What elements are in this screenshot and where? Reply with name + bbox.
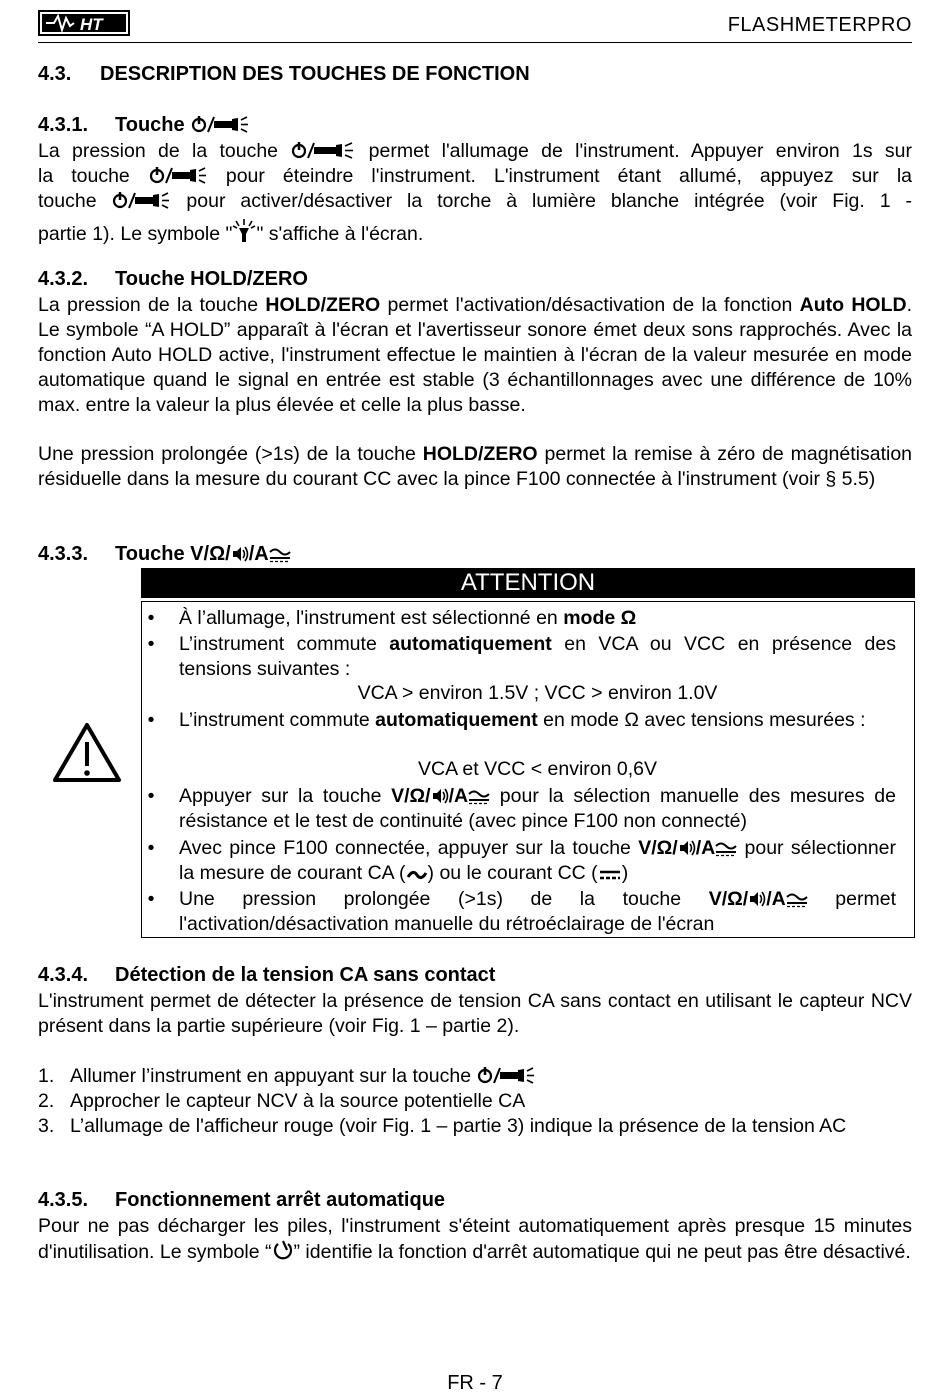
text-run: en VCA ou VCC en présence des tensions suivantes : xyxy=(179,633,896,681)
subsection-heading-433 xyxy=(38,543,291,566)
text-run: permet l'allumage de l'instrument. Appuyer environ 1s sur xyxy=(368,140,913,162)
ht-logo xyxy=(38,10,130,36)
text-run: permet la remise à zéro de magnétisation résiduelle dans la mesure du courant CC avec la pince F100 connectée à l'instrument (voir § 5.5) xyxy=(38,443,913,490)
text-run-bold: /A xyxy=(448,785,469,807)
subsection-title: Détection de la tension CA sans contact xyxy=(115,964,496,986)
paragraph-432b xyxy=(38,442,912,492)
dc-symbol-icon xyxy=(598,868,622,882)
attention-item-4 xyxy=(179,784,896,834)
list-number: 2. xyxy=(38,1090,55,1112)
text-run: Une pression prolongée (>1s) de la touche xyxy=(179,888,682,910)
subsection-heading-434 xyxy=(38,964,495,987)
subsection-heading-435 xyxy=(38,1189,445,1212)
text-run-bold: automatiquement xyxy=(389,633,552,655)
text-run-bold: Auto HOLD xyxy=(799,294,907,316)
power-torch-icon xyxy=(148,165,208,185)
paragraph-435 xyxy=(38,1214,912,1265)
text-run-bold: V/Ω/ xyxy=(391,785,431,807)
warning-icon xyxy=(52,722,122,784)
text-run: À l’allumage, l'instrument est sélectionné en xyxy=(179,607,558,629)
page-header xyxy=(38,6,912,43)
text-run-bold: automatiquement xyxy=(375,709,538,731)
text-run: Pour ne pas décharger les piles, l'instrument s'éteint automatiquement après presque 15 minutes d'inutilisation. Le symbole “ xyxy=(38,1215,912,1263)
subsection-title: Touche HOLD/ZERO xyxy=(115,268,308,290)
voltage-threshold-line: VCA > environ 1.5V ; VCC > environ 1.0V xyxy=(357,682,718,704)
power-torch-icon xyxy=(190,114,250,134)
subsection-title: Fonctionnement arrêt automatique xyxy=(115,1189,446,1211)
text-run: pour activer/désactiver la torche à lumière blanche intégrée (voir Fig. 1 - xyxy=(186,189,912,212)
subsection-number: 4.3.2. xyxy=(38,268,89,290)
attention-item-2 xyxy=(179,632,896,682)
buzzer-icon xyxy=(231,545,249,563)
text-run: touche xyxy=(38,189,97,212)
subsection-title: Touche V/Ω/ xyxy=(115,543,231,565)
list-item: Approcher le capteur NCV à la source potentielle CA xyxy=(70,1090,526,1112)
paragraph-434: L'instrument permet de détecter la présence de tension CA sans contact en utilisant le capteur NCV présent dans la partie supérieure (voir Fig. 1 – partie 2). xyxy=(38,990,912,1037)
text-run: La pression de la touche xyxy=(38,294,259,316)
text-run: pour sélectionner la mesure de courant CA ( xyxy=(179,837,896,885)
ac-dc-icon xyxy=(269,547,291,563)
power-torch-icon xyxy=(290,140,356,160)
ac-dc-icon xyxy=(715,841,737,857)
text-run: L’instrument commute xyxy=(179,633,377,655)
text-run: pour la sélection manuelle des mesures de résistance et le test de continuité (avec pince F100 non connecté) xyxy=(179,785,896,833)
bullet: • xyxy=(147,837,155,859)
text-run: La pression de la touche xyxy=(38,140,279,162)
text-run: . Le symbole “A HOLD” apparaît à l'écran et l'avertisseur sonore émet deux sons rapprochés. Avec la fonction Auto HOLD active, l'instrument effectue le maintien à l'écran de la valeur mesurée en mode automatique quand le signal en entrée est stable (3 échantillonnages avec une différence de 10% max. entre la valeur la plus élevée et celle la plus basse. xyxy=(38,294,913,416)
text-run: permet l'activation/désactivation de la fonction xyxy=(387,294,793,316)
attention-item-1 xyxy=(179,606,896,631)
text-run: " s'affiche à l'écran. xyxy=(256,222,424,245)
subsection-number: 4.3.5. xyxy=(38,1189,89,1211)
text-run: Une pression prolongée (>1s) de la touche xyxy=(38,443,416,465)
attention-banner: ATTENTION xyxy=(141,568,915,598)
ac-wave-icon xyxy=(406,868,428,882)
subsection-heading-432 xyxy=(38,268,308,291)
power-torch-icon xyxy=(111,190,171,210)
page-number: FR - 7 xyxy=(447,1372,503,1394)
buzzer-icon xyxy=(678,839,696,857)
document-title: FLASHMETERPRO xyxy=(727,14,912,36)
bullet: • xyxy=(147,607,155,629)
subsection-title: Touche xyxy=(115,114,185,136)
auto-power-off-icon xyxy=(272,1239,294,1261)
text-run-bold: mode Ω xyxy=(563,607,637,629)
text-run: ) xyxy=(621,862,629,885)
text-run: partie 1). Le symbole " xyxy=(38,222,233,245)
attention-item-3 xyxy=(179,708,896,733)
subsection-number: 4.3.3. xyxy=(38,543,89,565)
text-run-bold: /A xyxy=(766,888,786,910)
attention-item-6 xyxy=(179,887,896,937)
logo-text: HT xyxy=(80,15,103,34)
list-number: 3. xyxy=(38,1115,55,1137)
power-torch-icon xyxy=(476,1065,536,1085)
text-run: Appuyer sur la touche xyxy=(179,785,382,807)
list-number: 1. xyxy=(38,1065,55,1087)
bullet: • xyxy=(147,709,155,731)
voltage-threshold-line: VCA et VCC < environ 0,6V xyxy=(418,758,657,780)
section-title: DESCRIPTION DES TOUCHES DE FONCTION xyxy=(100,63,530,85)
buzzer-icon xyxy=(748,890,766,908)
text-run: L’instrument commute xyxy=(179,709,370,731)
buzzer-icon xyxy=(431,787,449,805)
subsection-number: 4.3.4. xyxy=(38,964,89,986)
bullet: • xyxy=(147,785,155,807)
text-run: pour éteindre l'instrument. L'instrument étant allumé, appuyez sur la xyxy=(225,164,912,187)
text-run: ) ou le courant CC ( xyxy=(427,862,598,885)
bullet: • xyxy=(147,633,155,655)
text-run: Avec pince F100 connectée, appuyer sur la touche xyxy=(179,837,631,859)
ac-dc-icon xyxy=(468,789,490,805)
section-heading xyxy=(38,63,530,86)
list-item: L’allumage de l'afficheur rouge (voir Fig. 1 – partie 3) indique la présence de la tension AC xyxy=(70,1115,847,1137)
text-run: la touche xyxy=(38,164,130,187)
text-run-bold: /A xyxy=(695,837,716,859)
bullet: • xyxy=(147,888,155,910)
text-run: Allumer l’instrument en appuyant sur la touche xyxy=(70,1065,472,1087)
torch-symbol-icon xyxy=(232,218,256,244)
subsection-number: 4.3.1. xyxy=(38,114,89,136)
text-run: en mode Ω avec tensions mesurées : xyxy=(543,709,866,731)
subsection-title-end: /A xyxy=(248,543,269,565)
paragraph-431 xyxy=(38,139,912,247)
list-item xyxy=(70,1064,912,1089)
section-number: 4.3. xyxy=(38,63,72,85)
text-run-bold: HOLD/ZERO xyxy=(265,294,381,316)
text-run-bold: HOLD/ZERO xyxy=(422,443,538,465)
attention-item-5 xyxy=(179,836,896,886)
text-run-bold: V/Ω/ xyxy=(638,837,678,859)
paragraph-432a xyxy=(38,293,912,418)
subsection-heading-431 xyxy=(38,114,250,137)
text-run-bold: V/Ω/ xyxy=(708,888,749,910)
text-run: permet l'activation/désactivation manuelle du rétroéclairage de l'écran xyxy=(179,888,896,936)
ac-dc-icon xyxy=(786,892,808,908)
text-run: ” identifie la fonction d'arrêt automatique qui ne peut pas être désactivé. xyxy=(293,1240,911,1263)
